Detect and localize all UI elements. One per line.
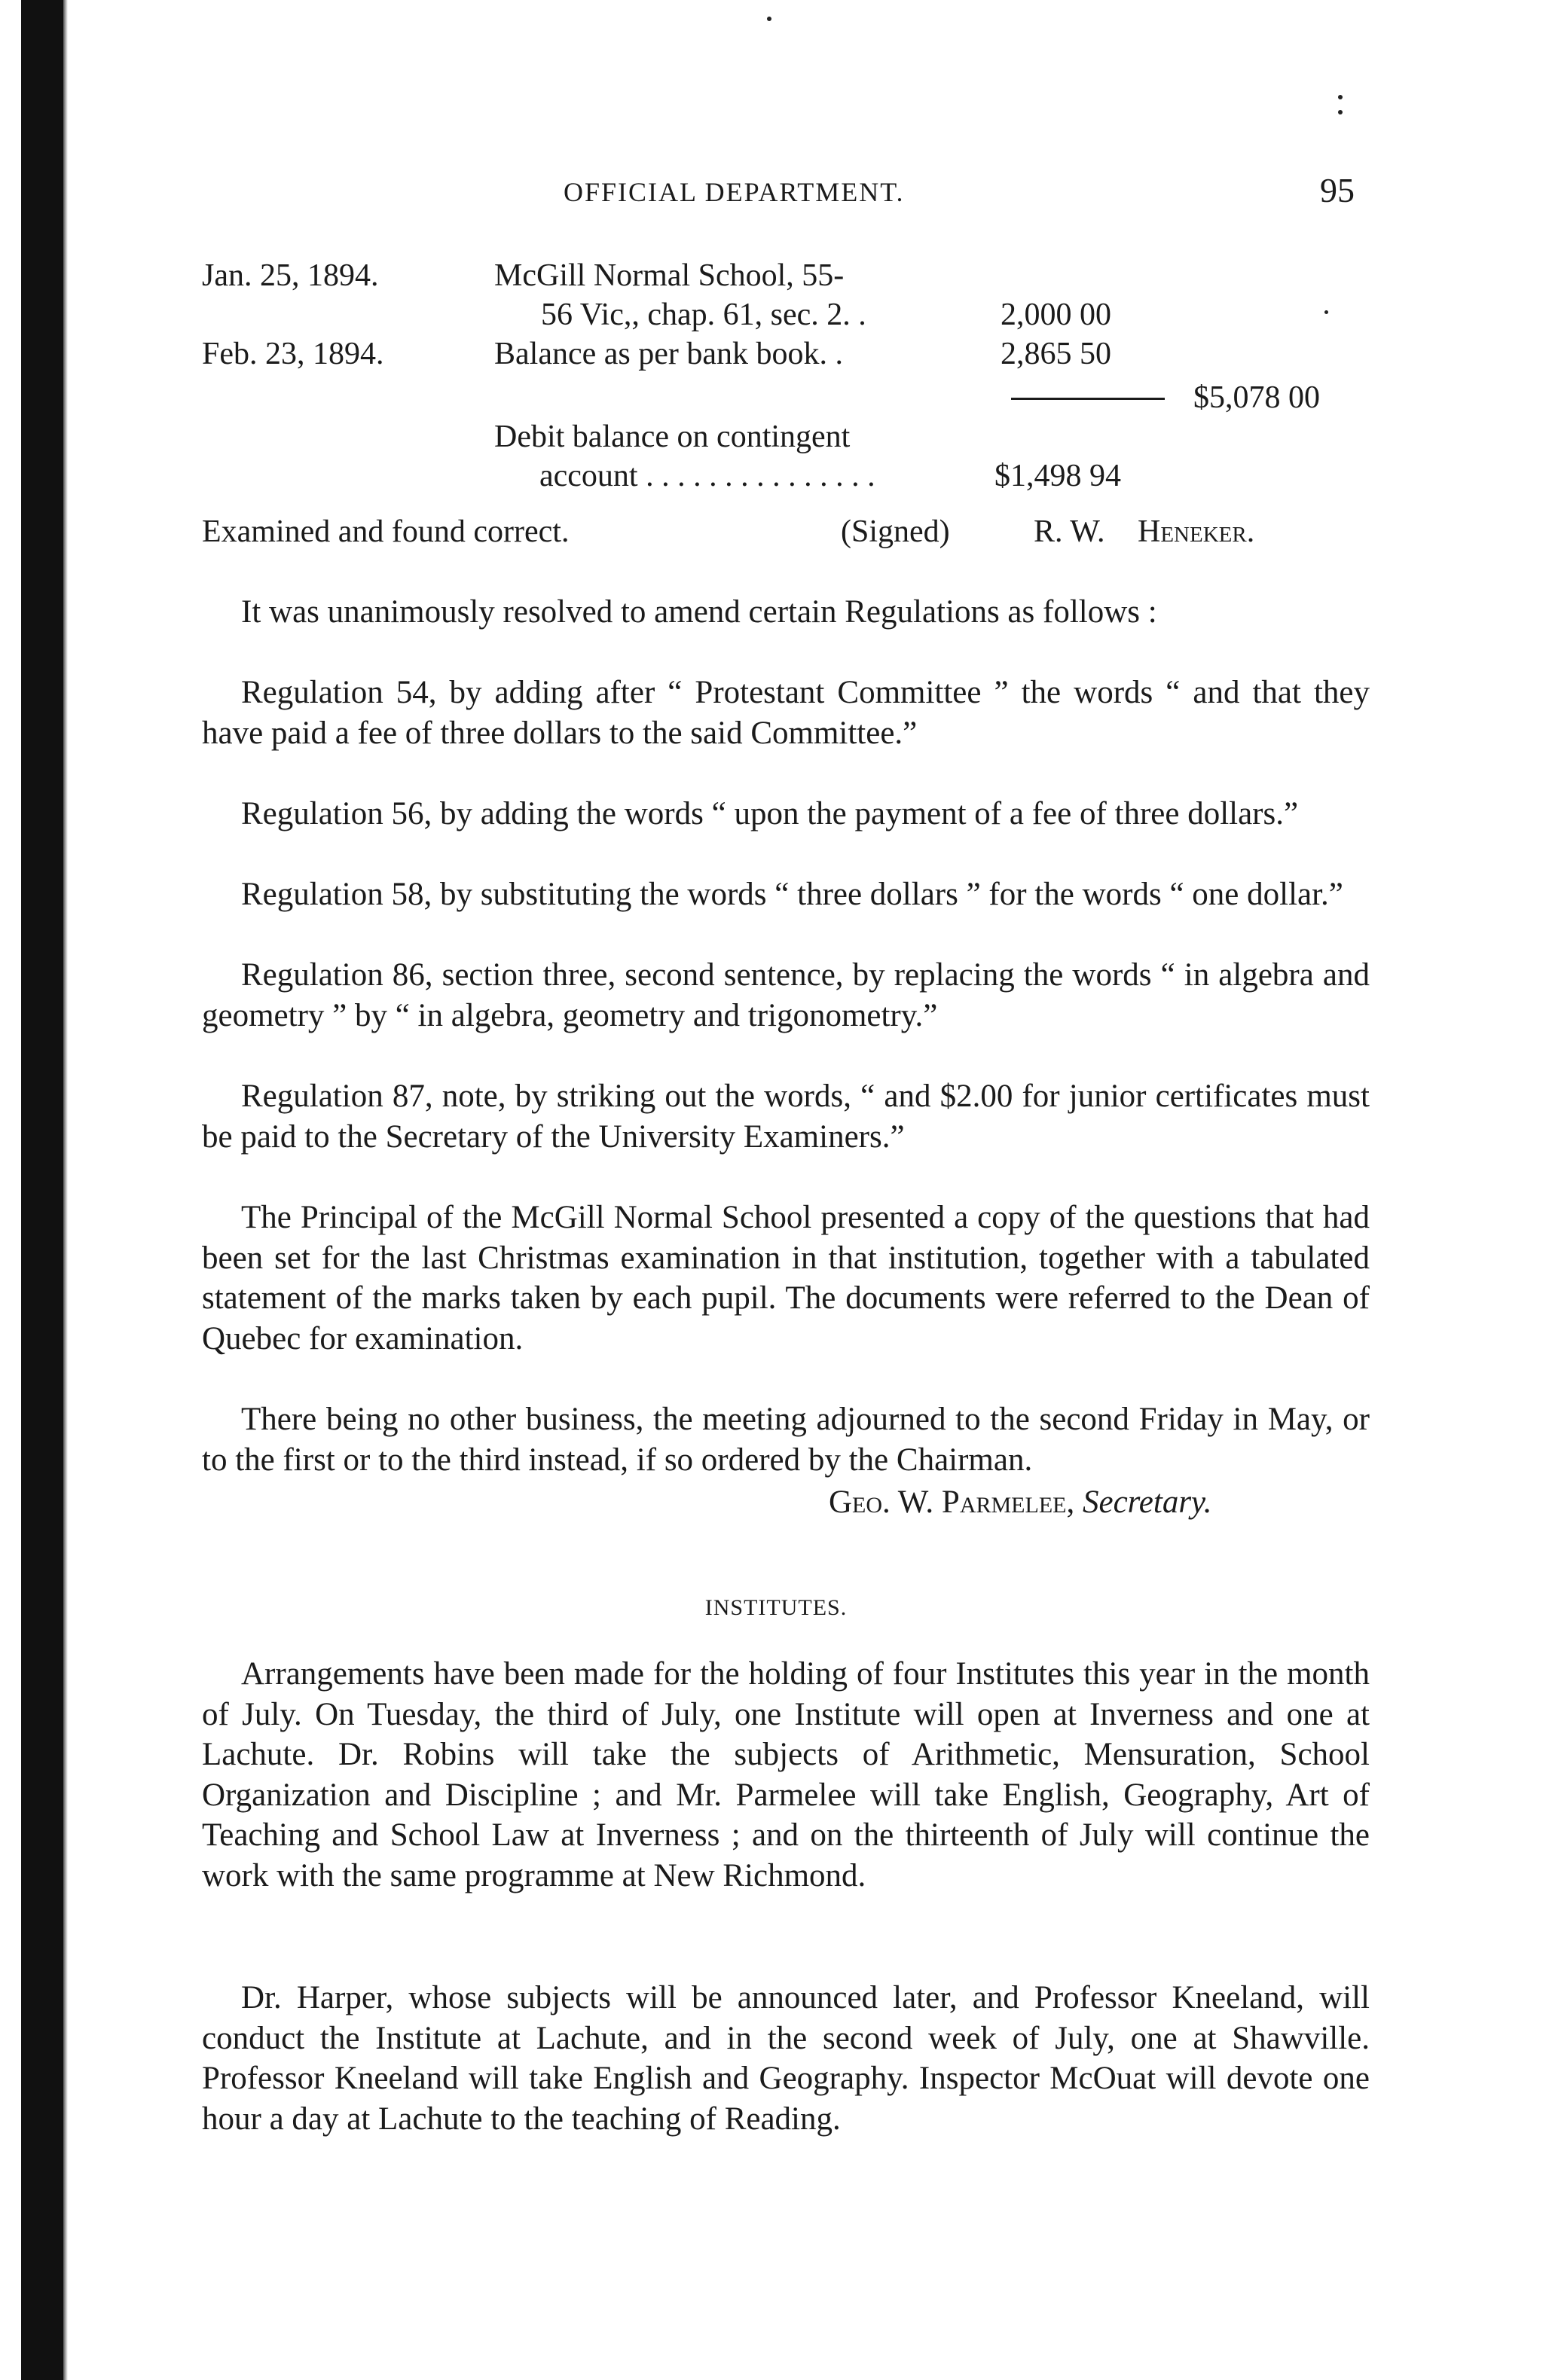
secretary-title: Secretary.: [1082, 1484, 1212, 1520]
ledger-total: $5,078 00: [1193, 380, 1320, 415]
total-rule: [1011, 398, 1165, 400]
ledger-desc-1b: 56 Vic,, chap. 61, sec. 2. .: [541, 298, 866, 332]
secretary-signature: [829, 1484, 1212, 1521]
paragraph-resolution-intro: It was unanimously resolved to amend certain Regulations as follows :: [241, 594, 1157, 630]
paragraph-principal-report: The Principal of the McGill Normal School presented a copy of the questions that had been set for the last Christmas examination in that institution, together with a tabulated statement of the marks taken by each pupil. The documents were referred to the Dean of Quebec for examination.: [202, 1200, 1370, 1356]
paragraph-regulation-54: Regulation 54, by adding after “ Protestant Committee ” the words “ and that they have paid a fee of three dollars to the said Committee.”: [202, 675, 1370, 751]
ledger-date-2: Feb. 23, 1894.: [202, 337, 384, 371]
paragraph-regulation-56: Regulation 56, by adding the words “ upon the payment of a fee of three dollars.”: [241, 796, 1299, 831]
paragraph-institutes-arrangements: Arrangements have been made for the holding of four Institutes this year in the month of July. On Tuesday, the third of July, one Institute will open at Inverness and one at Lachute. Dr. Robins will take the subjects of Arithmetic, Mensuration, School Organization and Discipline ; and Mr. Parmelee will take English, Geography, Art of Teaching and School Law at Inverness ; and on the thirteenth of July will continue the work with the same programme at New Richmond.: [202, 1656, 1370, 1893]
ledger-amount-1: 2,000 00: [1001, 298, 1111, 332]
secretary-name: Geo. W. Parmelee,: [829, 1484, 1075, 1520]
paragraph-adjournment: There being no other business, the meeting adjourned to the second Friday in May, or to the first or to the third instead, if so ordered by the Chairman.: [202, 1402, 1370, 1478]
signer-initials: R. W.: [1034, 514, 1105, 549]
ledger-date-1: Jan. 25, 1894.: [202, 258, 379, 293]
ledger-desc-1a: McGill Normal School, 55-: [494, 258, 845, 293]
page-number: 95: [1320, 171, 1355, 209]
signer-surname: Heneker.: [1138, 514, 1255, 549]
debit-amount: $1,498 94: [994, 459, 1121, 493]
paragraph-regulation-58: Regulation 58, by substituting the words “ three dollars ” for the words “ one dollar.”: [241, 877, 1343, 912]
section-heading-institutes: INSTITUTES.: [704, 1595, 848, 1620]
paragraph-institutes-lachute: Dr. Harper, whose subjects will be announced later, and Professor Kneeland, will conduct the Institute at Lachute, and in the second week of July, one at Shawville. Professor Kneeland will take English and Geography. Inspector McOuat will devote one hour a day at Lachute to the teaching of Reading.: [202, 1980, 1370, 2137]
signed-label: (Signed): [841, 514, 950, 549]
paragraph-regulation-87: Regulation 87, note, by striking out the words, “ and $2.00 for junior certificates must be paid to the Secretary of the University Examiners.”: [202, 1079, 1370, 1155]
ledger-amount-2: 2,865 50: [1001, 337, 1111, 371]
paragraph-regulation-86: Regulation 86, section three, second sentence, by replacing the words “ in algebra and geometry ” by “ in algebra, geometry and trigonometry.”: [202, 957, 1370, 1033]
ledger-desc-2: Balance as per bank book. .: [494, 337, 844, 371]
running-head: OFFICIAL DEPARTMENT.: [564, 177, 905, 207]
examined-note: Examined and found correct.: [202, 514, 570, 549]
debit-label-2: account . . . . . . . . . . . . . . .: [539, 459, 875, 493]
debit-label-1: Debit balance on contingent: [494, 420, 851, 454]
